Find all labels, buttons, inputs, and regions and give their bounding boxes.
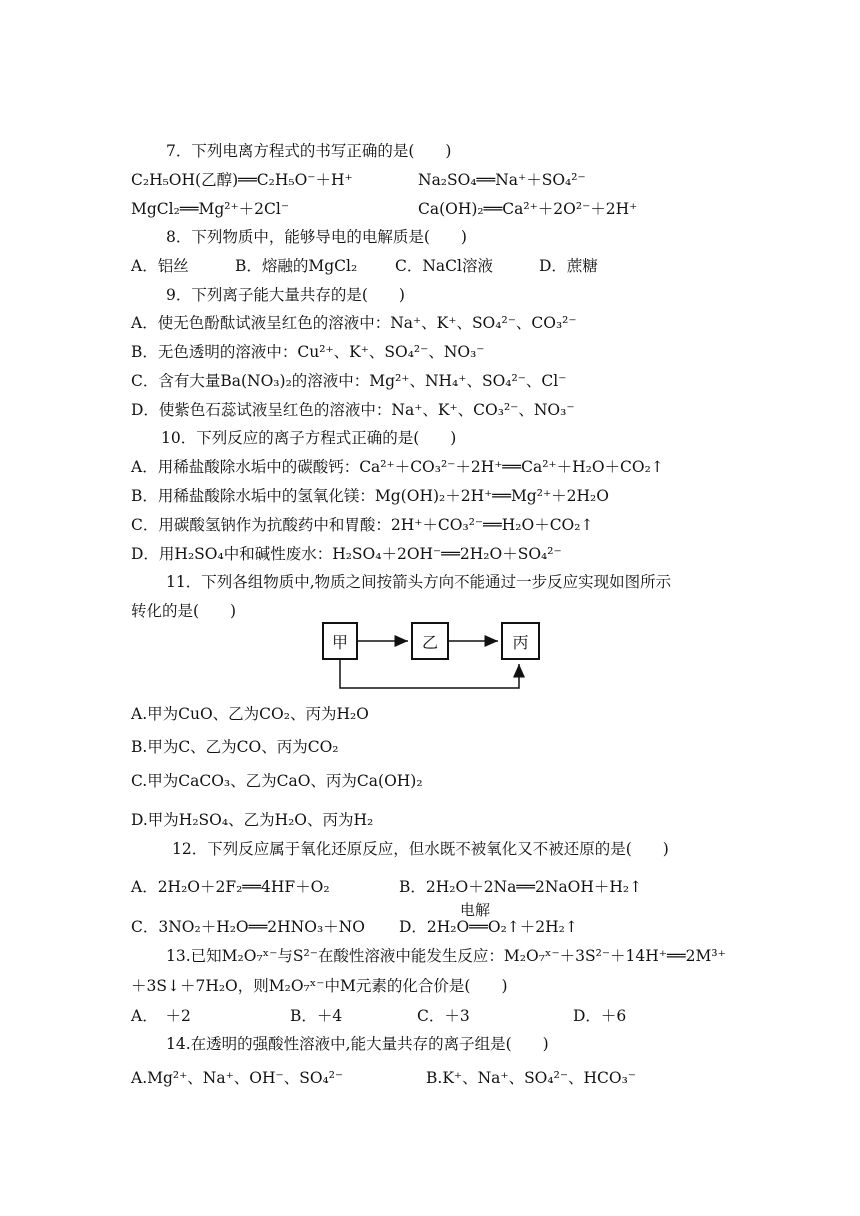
q9-option-b: B．无色透明的溶液中：Cu²⁺、K⁺、SO₄²⁻、NO₃⁻	[131, 343, 485, 361]
q12-option-a: A．2H₂O＋2F₂══4HF＋O₂	[131, 878, 330, 896]
q14-stem: 14.在透明的强酸性溶液中,能大量共存的离子组是( )	[166, 1035, 549, 1053]
flow-box-yi: 乙	[411, 622, 449, 660]
q13-stem-line2: ＋3S↓＋7H₂O，则M₂O₇ˣ⁻中M元素的化合价是( )	[131, 977, 508, 995]
q9-option-a: A．使无色酚酞试液呈红色的溶液中：Na⁺、K⁺、SO₄²⁻、CO₃²⁻	[131, 314, 577, 332]
flow-box-jia: 甲	[322, 622, 358, 660]
q9-option-d: D．使紫色石蕊试液呈红色的溶液中：Na⁺、K⁺、CO₃²⁻、NO₃⁻	[131, 401, 575, 419]
q14-option-b: B.K⁺、Na⁺、SO₄²⁻、HCO₃⁻	[426, 1069, 636, 1087]
q10-option-d: D．用H₂SO₄中和碱性废水：H₂SO₄＋2OH⁻══2H₂O＋SO₄²⁻	[131, 545, 562, 563]
q13-option-d: D．＋6	[573, 1007, 627, 1025]
q12-option-d: D．2H₂O══O₂↑＋2H₂↑	[399, 918, 578, 936]
q7-option-d: Ca(OH)₂══Ca²⁺＋2O²⁻＋2H⁺	[418, 200, 638, 218]
q13-option-b: B．＋4	[290, 1007, 343, 1025]
q11-option-c: C.甲为CaCO₃、乙为CaO、丙为Ca(OH)₂	[131, 772, 423, 790]
q7-option-a: C₂H₅OH(乙醇)══C₂H₅O⁻＋H⁺	[131, 171, 353, 189]
q10-option-c: C．用碳酸氢钠作为抗酸药中和胃酸：2H⁺＋CO₃²⁻══H₂O＋CO₂↑	[131, 516, 594, 534]
q13-option-c: C．＋3	[417, 1007, 470, 1025]
q8-option-c: C．NaCl溶液	[395, 257, 493, 275]
q10-option-a: A．用稀盐酸除水垢中的碳酸钙：Ca²⁺＋CO₃²⁻＋2H⁺══Ca²⁺＋H₂O＋CO₂↑	[131, 458, 664, 476]
q12-option-c: C．3NO₂＋H₂O══2HNO₃＋NO	[131, 918, 365, 936]
q10-stem: 10．下列反应的离子方程式正确的是( )	[161, 429, 457, 447]
q10-option-b: B．用稀盐酸除水垢中的氢氧化镁：Mg(OH)₂＋2H⁺══Mg²⁺＋2H₂O	[131, 487, 609, 505]
q11-option-d: D.甲为H₂SO₄、乙为H₂O、丙为H₂	[131, 811, 374, 829]
q7-option-c: MgCl₂══Mg²⁺＋2Cl⁻	[131, 200, 290, 218]
q12-option-b: B．2H₂O＋2Na══2NaOH＋H₂↑	[399, 878, 643, 896]
q14-option-a: A.Mg²⁺、Na⁺、OH⁻、SO₄²⁻	[131, 1069, 344, 1087]
q11-stem-line1: 11．下列各组物质中,物质之间按箭头方向不能通过一步反应实现如图所示	[166, 573, 672, 591]
q13-option-a: A． ＋2	[131, 1007, 191, 1025]
q7-stem: 7．下列电离方程式的书写正确的是( )	[166, 142, 452, 160]
q8-option-a: A．铝丝	[131, 257, 189, 275]
q8-option-b: B．熔融的MgCl₂	[235, 257, 358, 275]
flow-box-bing: 丙	[501, 622, 540, 660]
q12-stem: 12．下列反应属于氧化还原反应，但水既不被氧化又不被还原的是( )	[172, 840, 669, 858]
q11-stem-line2: 转化的是( )	[131, 602, 237, 620]
q8-stem: 8．下列物质中，能够导电的电解质是( )	[166, 228, 467, 246]
q12-electrolysis-condition: 电解	[460, 901, 491, 919]
q7-option-b: Na₂SO₄══Na⁺＋SO₄²⁻	[418, 171, 586, 189]
q13-stem-line1: 13.已知M₂O₇ˣ⁻与S²⁻在酸性溶液中能发生反应：M₂O₇ˣ⁻＋3S²⁻＋14H⁺══2M³⁺	[166, 947, 726, 965]
q9-stem: 9．下列离子能大量共存的是( )	[166, 286, 405, 304]
q11-option-a: A.甲为CuO、乙为CO₂、丙为H₂O	[131, 705, 369, 723]
q8-option-d: D．蔗糖	[539, 257, 598, 275]
q11-option-b: B.甲为C、乙为CO、丙为CO₂	[131, 738, 339, 756]
q9-option-c: C．含有大量Ba(NO₃)₂的溶液中：Mg²⁺、NH₄⁺、SO₄²⁻、Cl⁻	[131, 372, 567, 390]
